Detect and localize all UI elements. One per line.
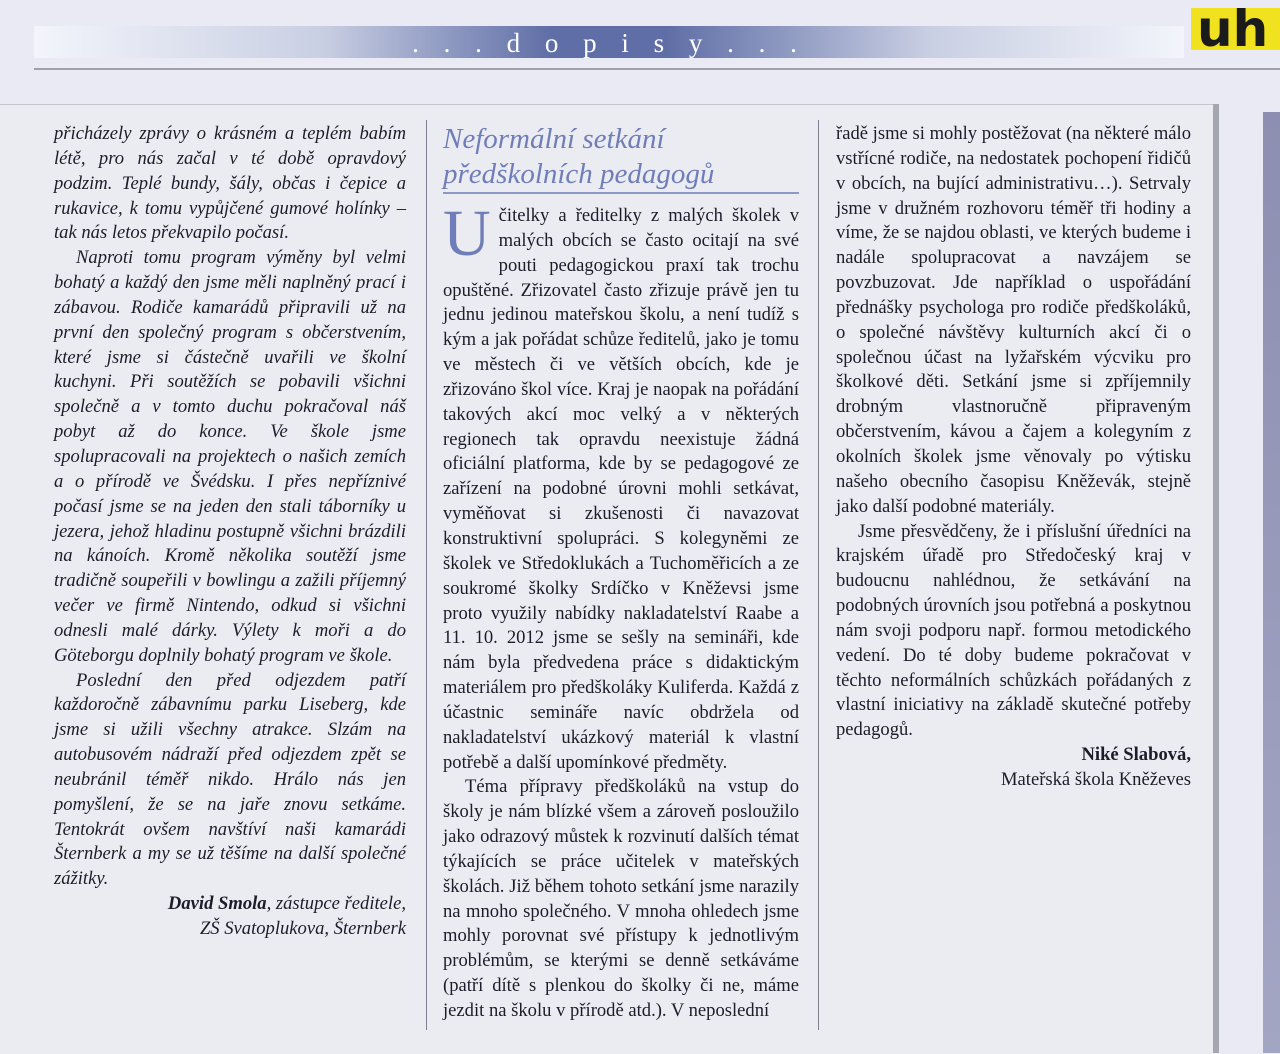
magazine-logo [1191,8,1280,50]
author-role: , zástupce ředitele, [266,893,406,915]
column-3 [836,122,1191,793]
article-paragraph-2-continued: řadě jsme si mohly postěžovat (na některé málo vstřícné rodiče, na nedostatek pochopení řidičů v obcích, na bující administrativu…). Setrvaly jsme v družném rozhovoru téměř tři hodiny a víme, že se najdou oblasti, ve kterých budeme i nadále spolupracovat a navzájem se povzbuzovat. Jde například o uspořádání přednášky psychologa pro rodiče předškoláků, o společné návštěvy kulturních akcí či o společnou účast na lyžařském výcviku pro školkové děti. Setkání jsme si zpříjemnily drobným vlastnoručně připraveným občerstvením, kávou a čajem a kolegyním z okolních školek jsme věnovaly po výtisku našeho obecního časopisu Kněževák, stejně jako další podobné materiály. [836,123,1191,517]
article-author-school: Mateřská škola Kněževes [1001,768,1191,790]
letter-paragraph-2: Naproti tomu program výměny byl velmi bohatý a každý den jsme měli naplněný prací i zábavou. Rodiče kamarádů připravili už na první den společný program s občerstvením, které jsme si částečně uvařili ve školní kuchyni. Při soutěžích se pobavili všichni společně a v tomto duchu pokračoval náš pobyt až do konce. Ve škole jsme spolupracovali na projektech o našich zemích a o přírodě ve Švédsku. I přes nepříznivé počasí jsme se na jeden den stali táborníky u jezera, jehož hladinu postupně všichni brázdili na kánoích. Kromě několika soutěží jsme tradičně soupeřili v bowlingu a zažili příjemný večer ve firmě Nintendo, odkud si všichni odnesli malé dárky. Výlety k moři a do Göteborgu doplnily bohatý program ve škole. [54,247,406,666]
logo-text: uh [1197,8,1269,50]
column-1 [54,122,406,942]
column-divider-2 [818,120,819,1030]
article-paragraph-3: Jsme přesvědčeny, že i příslušní úředníci na krajském úřadě pro Středočeský kraj v budoucnu nahlédnou, že setkávání na podobných úrovních jsou potřebná a poskytnou nám svoji podporu např. formou metodického vedení. Do té doby budeme pokračovat v těchto neformálních schůzkách pořádaných z vlastní iniciativy na základě skutečné potřeby pedagogů. [836,520,1191,741]
article-title [443,122,799,194]
column-2 [443,122,799,1024]
article-paragraph-2: Téma přípravy předškoláků na vstup do školy je nám blízké všem a zároveň posloužilo jako odrazový můstek k rozvinutí dalších témat týkajících se práce učitelek v mateřských školách. Již během tohoto setkání jsme narazily na mnoho společného. V mnoha ohledech jsme mohly porovnat své přístupy k jednotlivým problémům, se kterými se denně setkáváme (patří dítě s plenkou do školky či ne, máme jezdit na školu v přírodě atd.). V neposlední [443,776,799,1021]
letter-paragraph-3: Poslední den před odjezdem patří každoročně zábavnímu parku Liseberg, kde jsme si užili všechny atrakce. Slzám na autobusovém nádraží před odjezdem zpět se neubránil téměř nikdo. Hrálo nás jen pomyšlení, že se na jaře znovu setkáme. Tentokrát ovšem navštíví naši kamarádi Šternberk a my se už těšíme na další společné zážitky. [54,669,406,890]
article-author: Niké Slabová, [1081,744,1191,766]
letter-signature [54,892,406,917]
article-lead-text: čitelky a ředitelky z malých školek v malých obcích se často ocitají na své pouti pedagogickou praxí tak trochu opuštěné. Zřizovatel často zřizuje právě jen tu jednu jedinou mateřskou školu, a není tudíž s kým a jak pořádat schůze ředitelů, jako je tomu ve městech či ve větších obcích, kde je zřizováno škol více. Kraj je naopak na pořádání takových akcí moc velký a v některých regionech tak opravdu neexistuje žádná oficiální platforma, kde by se pedagogové ze zařízení na podobné úrovni mohli setkávat, vyměňovat si zkušenosti či navazovat konstruktivní spolupráci. S kolegyněmi ze školek ve Středoklukách a Tuchoměřicích a ze soukromé školky Srdíčko v Kněževsi jsme proto využily nabídky nakladatelství Raabe a 11. 10. 2012 jsme se sešly na semináři, kde nám byla předvedena práce s didaktickým materiálem pro předškoláky Kuliferda. Každá z účastnic semináře navíc obdržela od nakladatelství ukázkový materiál k vlastní potřebě a další upomínkové předměty. [443,205,799,773]
header-rule [34,68,1280,70]
drop-cap: U [443,197,491,270]
author-school: ZŠ Svatoplukova, Šternberk [199,918,406,939]
column-divider-1 [426,120,427,1030]
article-title-line-1: Neformální setkání [443,123,665,155]
letter-paragraph-1: přicházely zprávy o krásném a teplém babím létě, pro nás začal v té době opravdový podzim. Teplé bundy, šály, občas i čepice a rukavice, k tomu vypůjčené gumové holínky – tak nás letos překvapilo počasí. [54,123,406,244]
article-paragraph-1 [443,197,799,775]
page-edge [1213,104,1219,1053]
side-strip [1263,112,1280,1053]
author-name: David Smola [167,893,267,915]
section-title: . . . d o p i s y . . . [412,28,806,58]
article-title-line-2: předškolních pedagogů [443,157,799,194]
